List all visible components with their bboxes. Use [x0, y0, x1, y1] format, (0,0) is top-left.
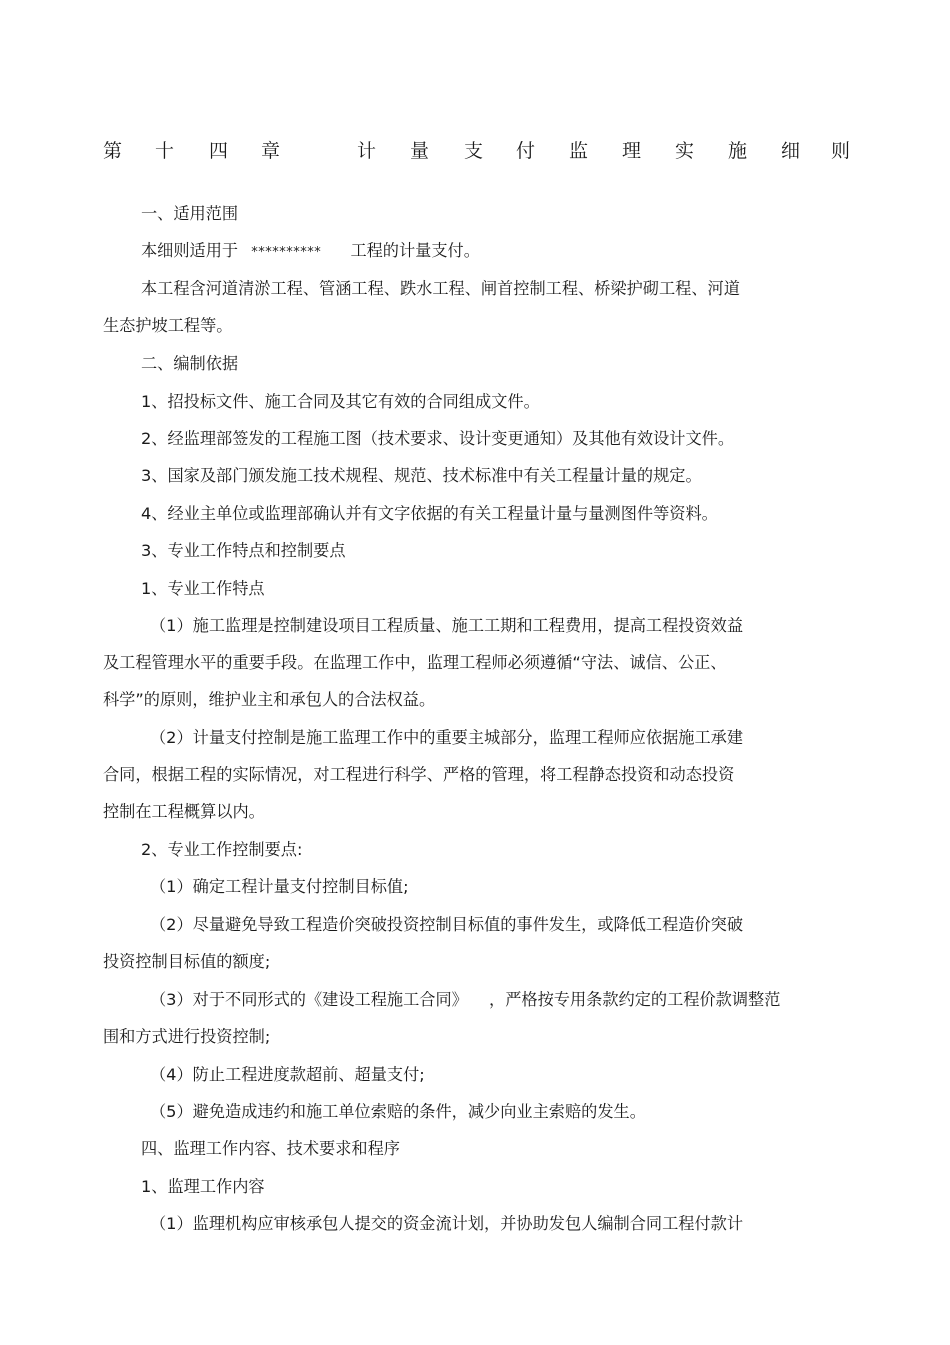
- list-item: 4、经业主单位或监理部确认并有文字依据的有关工程量计量与量测图件等资料。: [141, 504, 718, 523]
- paragraph-line: 围和方式进行投资控制;: [103, 1027, 271, 1046]
- title-char: 付: [516, 140, 536, 162]
- title-char: 章: [261, 140, 281, 162]
- title-char: 十: [155, 140, 175, 162]
- list-item: [150, 989, 780, 1011]
- title-char: 四: [209, 140, 229, 162]
- paragraph-line: 生态护坡工程等。: [103, 316, 233, 335]
- title-char: 监: [569, 140, 589, 162]
- text-fragment: 本细则适用于: [141, 241, 239, 260]
- title-char: 细: [781, 140, 801, 162]
- paragraph-line: [141, 240, 480, 264]
- list-item: （2）尽量避免导致工程造价突破投资控制目标值的事件发生，或降低工程造价突破: [150, 915, 744, 934]
- chapter-title: [103, 136, 849, 166]
- section-heading: 二、编制依据: [141, 354, 239, 373]
- title-char: 则: [831, 140, 851, 162]
- text-fragment: ，严格按专用条款约定的工程价款调整范: [489, 990, 781, 1009]
- paragraph-line: 科学”的原则，维护业主和承包人的合法权益。: [103, 690, 436, 709]
- paragraph-line: 本工程含河道清淤工程、管涵工程、跌水工程、闸首控制工程、桥梁护砌工程、河道: [141, 279, 740, 298]
- list-item: 3、国家及部门颁发施工技术规程、规范、技术标准中有关工程量计量的规定。: [141, 466, 702, 485]
- text-fragment: （3）对于不同形式的《建设工程施工合同》: [150, 990, 468, 1009]
- subsection-heading: 2、专业工作控制要点:: [141, 840, 303, 859]
- list-item: 1、招投标文件、施工合同及其它有效的合同组成文件。: [141, 392, 540, 411]
- section-heading: 四、监理工作内容、技术要求和程序: [141, 1139, 400, 1158]
- subsection-heading: 1、专业工作特点: [141, 579, 265, 598]
- title-char: 计: [357, 140, 377, 162]
- title-char: 理: [622, 140, 642, 162]
- paragraph-line: （1）施工监理是控制建设项目工程质量、施工工期和工程费用，提高工程投资效益: [150, 616, 744, 635]
- list-item: 2、经监理部签发的工程施工图（技术要求、设计变更通知）及其他有效设计文件。: [141, 429, 735, 448]
- paragraph-line: 投资控制目标值的额度;: [103, 952, 271, 971]
- list-item: （4）防止工程进度款超前、超量支付;: [150, 1065, 425, 1084]
- title-char: 第: [103, 140, 123, 162]
- paragraph-line: （1）监理机构应审核承包人提交的资金流计划，并协助发包人编制合同工程付款计: [150, 1214, 744, 1233]
- project-name-mask: **********: [251, 245, 322, 260]
- paragraph-line: 控制在工程概算以内。: [103, 802, 265, 821]
- list-item: （5）避免造成违约和施工单位索赔的条件，减少向业主索赔的发生。: [150, 1102, 646, 1121]
- subsection-heading: 1、监理工作内容: [141, 1177, 265, 1196]
- text-fragment: 工程的计量支付。: [350, 241, 480, 260]
- title-char: 施: [728, 140, 748, 162]
- list-item: （1）确定工程计量支付控制目标值;: [150, 877, 409, 896]
- title-char: 实: [675, 140, 695, 162]
- paragraph-line: 合同，根据工程的实际情况，对工程进行科学、严格的管理，将工程静态投资和动态投资: [103, 765, 735, 784]
- title-char: 量: [410, 140, 430, 162]
- title-char: 支: [464, 140, 484, 162]
- paragraph-line: 及工程管理水平的重要手段。在监理工作中，监理工程师必须遵循“守法、诚信、公正、: [103, 653, 727, 672]
- section-heading: 一、适用范围: [141, 204, 239, 223]
- section-heading: 3、专业工作特点和控制要点: [141, 541, 346, 560]
- paragraph-line: （2）计量支付控制是施工监理工作中的重要主城部分，监理工程师应依据施工承建: [150, 728, 744, 747]
